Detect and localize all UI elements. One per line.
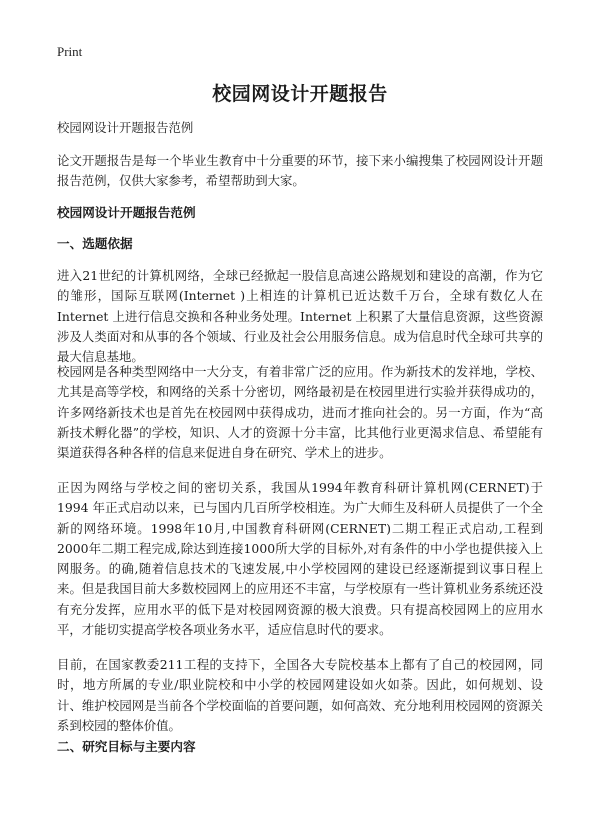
paragraph-2: 校园网是各种类型网络中一大分支，有着非常广泛的应用。作为新技术的发祥地，学校、尤其是高等学校，和网络的关系十分密切，网络最初是在校园里进行实验并获得成功的，许多网络新技术也是首先在校园网中获得成功，进而才推向社会的。另一方面，作为“高新技术孵化器”的学校，知识、人才的资源十分丰富，比其他行业更渴求信息、希望能有渠道获得各种各样的信息来促进自身在研究、学术上的进步。	[57, 364, 543, 461]
section-title: 校园网设计开题报告范例	[57, 205, 196, 220]
heading-research-goals: 二、研究目标与主要内容	[57, 739, 196, 754]
paragraph-1: 进入21世纪的计算机网络，全球已经掀起一股信息高速公路规划和建设的高潮，作为它的雏形，国际互联网(Internet )上相连的计算机已近达数千万台，全球有数亿人在Internet 上进行信息交换和各种业务处理。Internet 上积累了大量信息资源，这些资源涉及人类面对和从事的各个领域、行业及社会公用服务信息。成为信息时代全球可共享的最大信息基地。	[57, 268, 543, 365]
paragraph-3: 正因为网络与学校之间的密切关系，我国从1994年教育科研计算机网(CERNET)于1994 年正式启动以来，已与国内几百所学校相连。为广大师生及科研人员提供了一个全新的网络环境。1998年10月,中国教育科研网(CERNET)二期工程正式启动,工程到2000年二期工程完成,除达到连接1000所大学的目标外,对有条件的中小学也提供接入上网服务。的确,随着信息技术的飞速发展,中小学校园网的建设已经逐渐提到议事日程上来。但是我国目前大多数校园网上的应用还不丰富，与学校原有一些计算机业务系统还没有充分发挥，应用水平的低下是对校园网资源的极大浪费。只有提高校园网上的应用水平，才能切实提高学校各项业务水平，适应信息时代的要求。	[57, 480, 543, 638]
heading-topic-basis: 一、选题依据	[57, 236, 133, 251]
subtitle: 校园网设计开题报告范例	[57, 120, 194, 135]
page-title: 校园网设计开题报告	[212, 83, 388, 105]
print-link[interactable]: Print	[57, 44, 83, 59]
paragraph-4: 目前，在国家教委211工程的支持下，全国各大专院校基本上都有了自己的校园网，同时，地方所属的专业/职业院校和中小学的校园网建设如火如荼。因此，如何规划、设计、维护校园网是当前各个学校面临的首要问题，如何高效、充分地利用校园网的资源关系到校园的整体价值。	[57, 657, 543, 733]
intro-paragraph: 论文开题报告是每一个毕业生教育中十分重要的环节，接下来小编搜集了校园网设计开题报告范例，仅供大家参考，希望帮助到大家。	[57, 153, 543, 189]
